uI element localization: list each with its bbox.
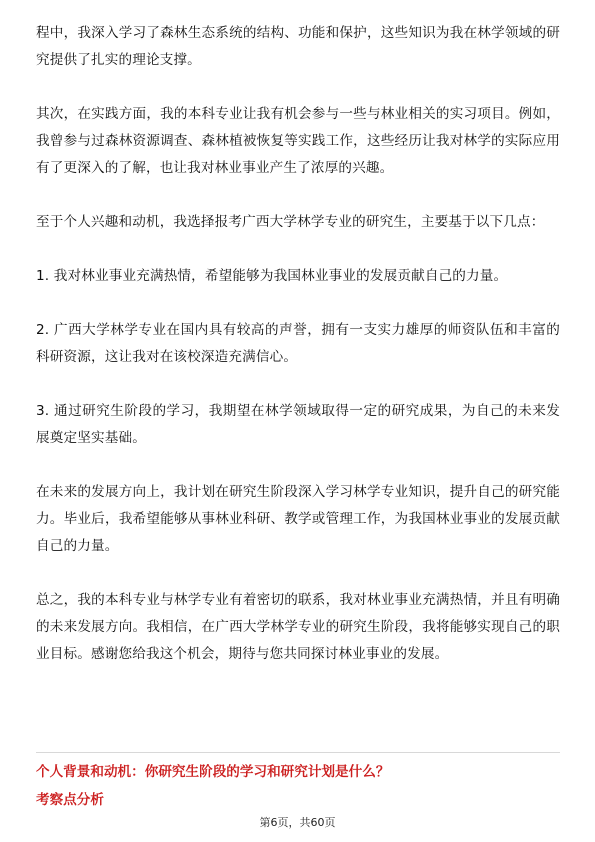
paragraph-1: 程中，我深入学习了森林生态系统的结构、功能和保护，这些知识为我在林学领域的研究提供了扎实的理论支撑。 <box>36 25 560 68</box>
paragraph-8: 总之，我的本科专业与林学专业有着密切的联系，我对林业事业充满热情，并且有明确的未来发展方向。我相信，在广西大学林学专业的研究生阶段，我将能够实现自己的职业目标。感谢您给我这个机会，期待与您共同探讨林业事业的发展。 <box>36 592 560 662</box>
paragraph-2: 其次，在实践方面，我的本科专业让我有机会参与一些与林业相关的实习项目。例如，我曾参与过森林资源调查、森林植被恢复等实践工作，这些经历让我对林学的实际应用有了更深入的了解，也让我对林业事业产生了浓厚的兴趣。 <box>36 106 560 176</box>
analysis-section-title: 考察点分析 <box>36 792 104 808</box>
page-number-footer: 第6页，共60页 <box>259 816 336 829</box>
next-question-heading: 个人背景和动机：你研究生阶段的学习和研究计划是什么？ <box>36 764 390 780</box>
paragraph-3: 至于个人兴趣和动机，我选择报考广西大学林学专业的研究生，主要基于以下几点： <box>36 214 545 230</box>
body-text <box>36 20 560 695</box>
section-divider <box>36 752 560 753</box>
paragraph-6: 3. 通过研究生阶段的学习，我期望在林学领域取得一定的研究成果，为自己的未来发展奠定坚实基础。 <box>36 403 560 446</box>
paragraph-4: 1. 我对林业事业充满热情，希望能够为我国林业事业的发展贡献自己的力量。 <box>36 268 508 284</box>
paragraph-5: 2. 广西大学林学专业在国内具有较高的声誉，拥有一支实力雄厚的师资队伍和丰富的科研资源，这让我对在该校深造充满信心。 <box>36 322 560 365</box>
paragraph-7: 在未来的发展方向上，我计划在研究生阶段深入学习林学专业知识，提升自己的研究能力。毕业后，我希望能够从事林业科研、教学或管理工作，为我国林业事业的发展贡献自己的力量。 <box>36 484 560 554</box>
